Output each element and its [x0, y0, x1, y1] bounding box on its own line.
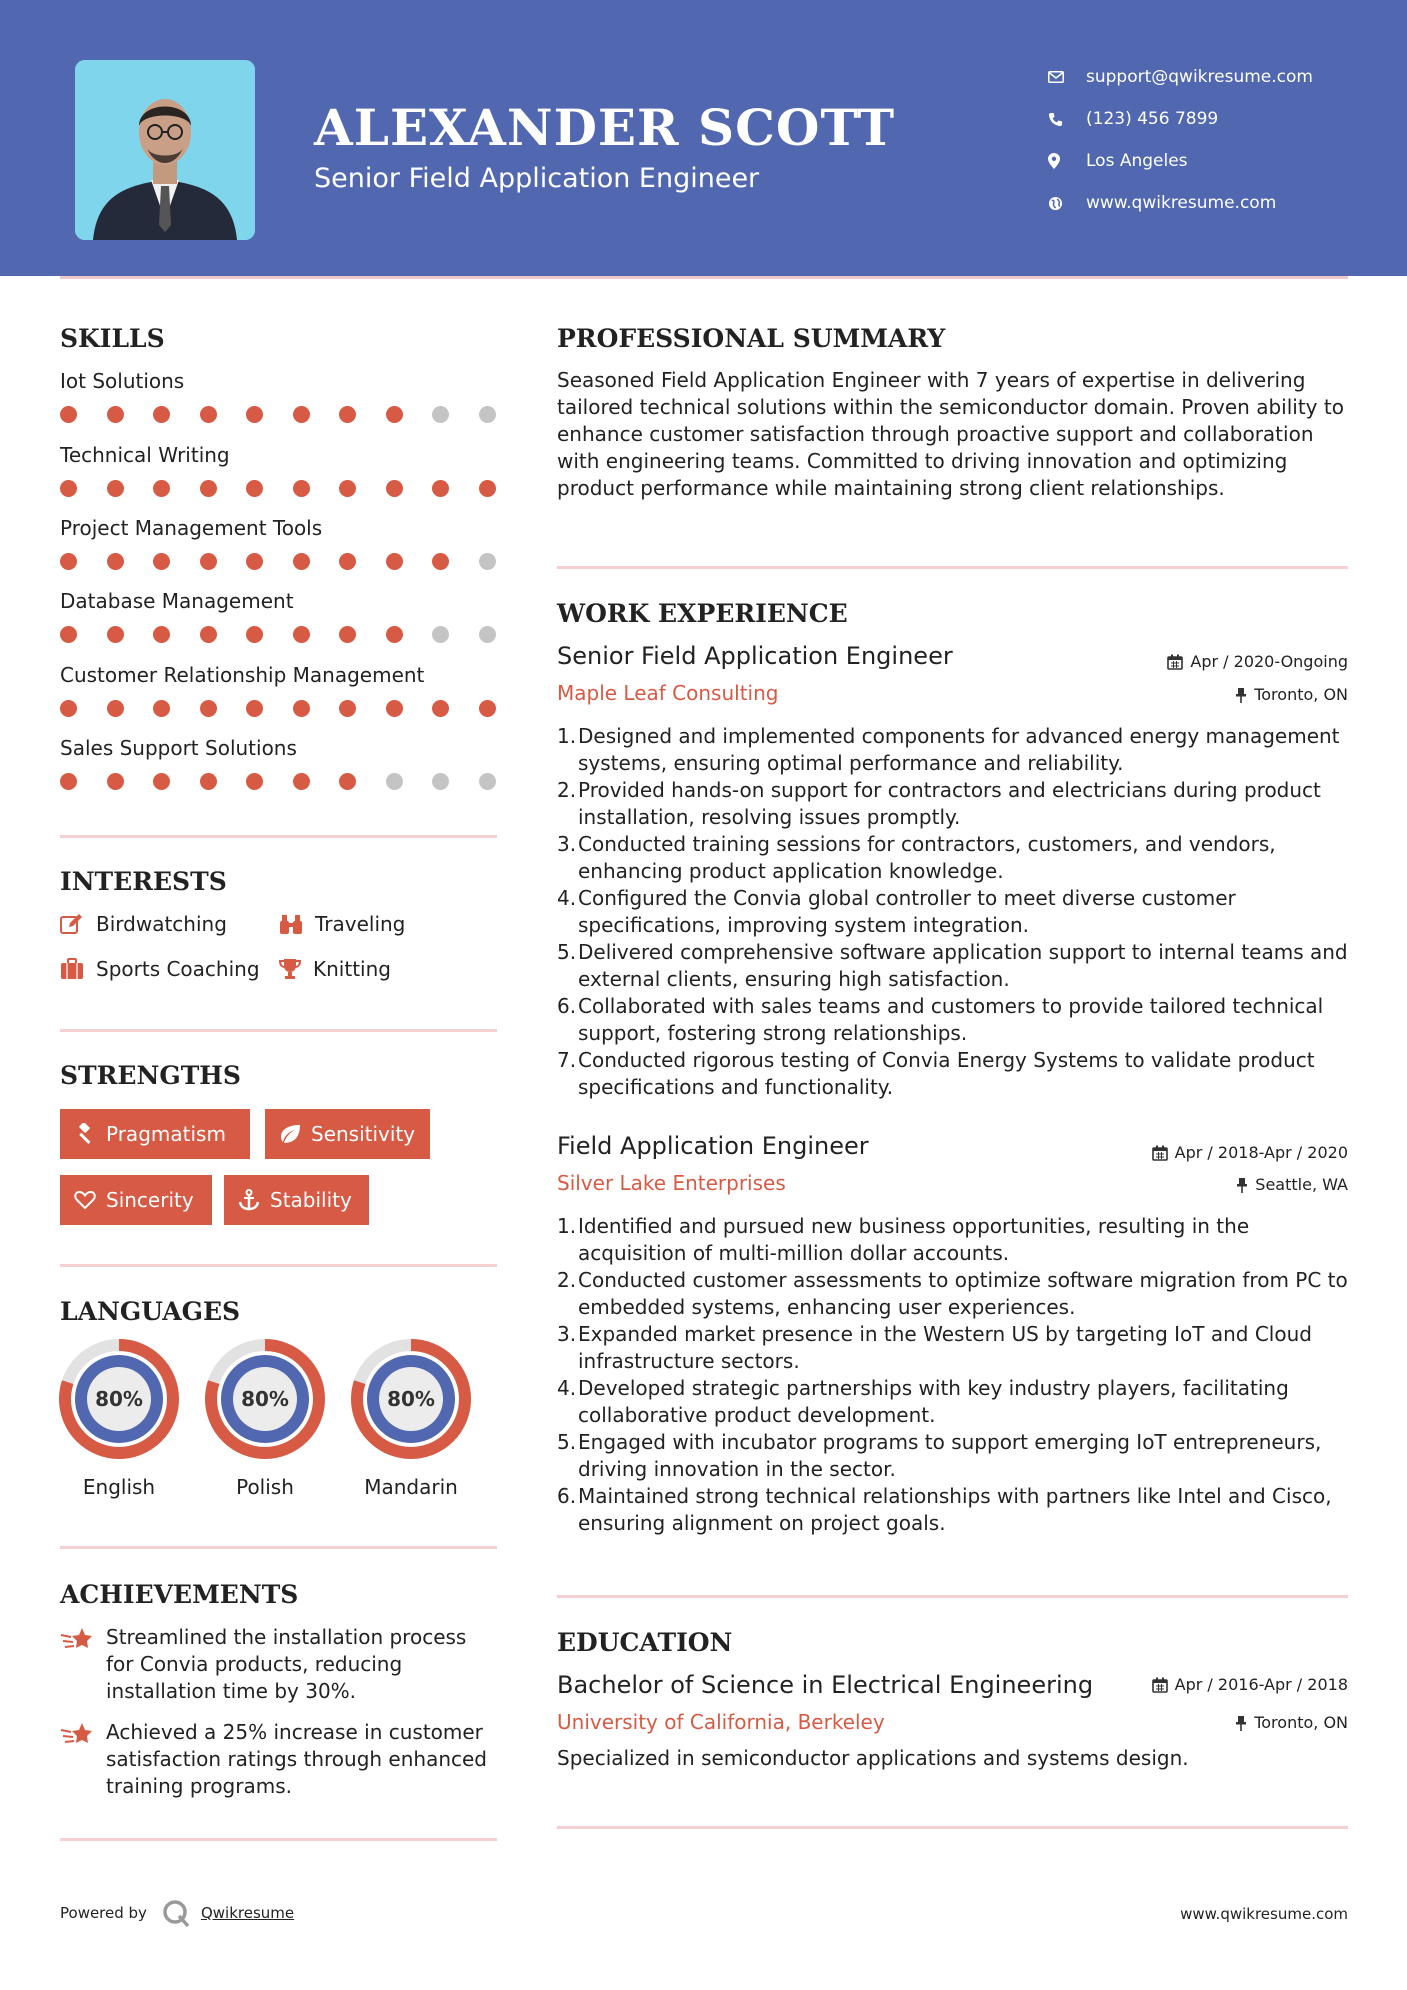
qwikresume-link[interactable]: Qwikresume	[200, 1904, 295, 1922]
language-label: Mandarin	[364, 1475, 458, 1499]
section-divider	[557, 566, 1348, 569]
footer-brand	[60, 1898, 294, 1928]
language-item	[59, 1339, 179, 1499]
summary-heading: PROFESSIONAL SUMMARY	[557, 324, 946, 353]
rating-dot-filled	[339, 700, 356, 717]
rating-dot-filled	[479, 700, 496, 717]
rating-dot-filled	[246, 480, 263, 497]
rating-dot-filled	[246, 406, 263, 423]
job-dates	[1167, 652, 1348, 671]
rating-dot-filled	[107, 773, 124, 790]
rating-dot-filled	[153, 773, 170, 790]
section-divider	[60, 1546, 497, 1549]
rating-dot-filled	[339, 626, 356, 643]
rating-dot-filled	[293, 480, 310, 497]
interest-label: Traveling	[315, 912, 406, 936]
bullet-text: Configured the Convia global controller to meet diverse customer specifications, improving system integration.	[578, 886, 1236, 937]
job-bullet	[557, 723, 1357, 777]
achievement-text: Achieved a 25% increase in customer satisfaction ratings through enhanced training programs.	[106, 1720, 488, 1798]
education-dates-text: Apr / 2016-Apr / 2018	[1174, 1675, 1348, 1694]
shooting-star-icon	[60, 1626, 94, 1652]
rating-dot-filled	[246, 700, 263, 717]
job-location	[1236, 1175, 1348, 1194]
candidate-title: Senior Field Application Engineer	[314, 163, 760, 194]
strength-label: Sensitivity	[311, 1122, 416, 1146]
section-divider	[60, 1029, 497, 1032]
strength-label: Stability	[270, 1188, 352, 1212]
rating-dot-filled	[153, 406, 170, 423]
section-divider	[60, 835, 497, 838]
map-pin-icon	[1048, 153, 1086, 169]
interest-label: Sports Coaching	[96, 957, 260, 981]
rating-dot-filled	[339, 406, 356, 423]
phone-icon	[1048, 112, 1086, 127]
rating-dot-filled	[60, 480, 77, 497]
company-name: Silver Lake Enterprises	[557, 1171, 786, 1195]
section-divider	[60, 1264, 497, 1267]
contact-email[interactable]	[1048, 56, 1313, 98]
skill-label: Technical Writing	[60, 443, 230, 467]
job-location-text: Seattle, WA	[1255, 1175, 1348, 1194]
job-location	[1235, 685, 1348, 704]
bullet-text: Maintained strong technical relationships with partners like Intel and Cisco, ensuring alignment on project goals.	[578, 1484, 1332, 1535]
rating-dot-filled	[246, 626, 263, 643]
rating-dot-filled	[107, 553, 124, 570]
bullet-number: 2.	[557, 1268, 577, 1292]
language-label: English	[82, 1475, 156, 1499]
leaf-icon	[279, 1124, 301, 1144]
language-ring	[351, 1339, 471, 1459]
skill-rating	[60, 700, 525, 717]
briefcase-icon	[60, 958, 84, 980]
bullet-text: Designed and implemented components for advanced energy management systems, ensuring optimal performance and reliability.	[578, 724, 1340, 775]
strength-badge	[60, 1175, 212, 1225]
skills-heading: SKILLS	[60, 324, 165, 353]
skill-label: Database Management	[60, 589, 294, 613]
powered-by-text: Powered by	[60, 1904, 147, 1922]
skill-label: Customer Relationship Management	[60, 663, 425, 687]
rating-dot-filled	[293, 553, 310, 570]
job-bullet	[557, 885, 1357, 939]
rating-dot-filled	[200, 700, 217, 717]
achievements-heading: ACHIEVEMENTS	[60, 1580, 299, 1609]
bullet-number: 4.	[557, 1376, 577, 1400]
person-portrait-icon	[75, 60, 255, 240]
rating-dot-filled	[386, 406, 403, 423]
rating-dot-filled	[153, 626, 170, 643]
achievement-text: Streamlined the installation process for Convia products, reducing installation time by 30%.	[106, 1625, 467, 1703]
job-bullet	[557, 1321, 1357, 1375]
calendar-icon	[1152, 1677, 1168, 1693]
skill-rating	[60, 406, 525, 423]
rating-dot-filled	[200, 626, 217, 643]
pushpin-icon	[1235, 1715, 1247, 1731]
rating-dot-empty	[479, 406, 496, 423]
rating-dot-filled	[339, 553, 356, 570]
rating-dot-filled	[432, 700, 449, 717]
contact-list	[1048, 56, 1313, 224]
globe-icon	[1048, 196, 1086, 211]
strengths-heading: STRENGTHS	[60, 1061, 241, 1090]
contact-website[interactable]	[1048, 182, 1313, 224]
strength-label: Sincerity	[106, 1188, 194, 1212]
rating-dot-filled	[479, 480, 496, 497]
rating-dot-filled	[60, 700, 77, 717]
job-dates-text: Apr / 2018-Apr / 2020	[1174, 1143, 1348, 1162]
footer-website[interactable]: www.qwikresume.com	[1180, 1905, 1348, 1923]
rating-dot-filled	[60, 406, 77, 423]
bullet-number: 6.	[557, 994, 577, 1018]
calendar-icon	[1167, 654, 1183, 670]
rating-dot-filled	[107, 700, 124, 717]
job-bullet	[557, 939, 1357, 993]
heart-icon	[74, 1190, 96, 1210]
rating-dot-filled	[386, 553, 403, 570]
rating-dot-filled	[386, 626, 403, 643]
bullet-number: 2.	[557, 778, 577, 802]
job-bullet	[557, 1429, 1357, 1483]
bullet-text: Expanded market presence in the Western US by targeting IoT and Cloud infrastructure sectors.	[578, 1322, 1312, 1373]
rating-dot-empty	[479, 626, 496, 643]
contact-phone-text: (123) 456 7899	[1086, 109, 1219, 129]
bullet-text: Identified and pursued new business opportunities, resulting in the acquisition of multi-million dollar accounts.	[578, 1214, 1250, 1265]
pushpin-icon	[1236, 1177, 1248, 1193]
skill-rating	[60, 553, 525, 570]
language-ring	[59, 1339, 179, 1459]
candidate-name: ALEXANDER SCOTT	[314, 98, 896, 157]
rating-dot-filled	[200, 480, 217, 497]
bullet-number: 4.	[557, 886, 577, 910]
language-item	[351, 1339, 471, 1499]
contact-email-text: support@qwikresume.com	[1086, 67, 1313, 87]
rating-dot-filled	[246, 553, 263, 570]
rating-dot-filled	[60, 553, 77, 570]
bullet-number: 3.	[557, 832, 577, 856]
anchor-icon	[238, 1189, 260, 1211]
contact-website-text: www.qwikresume.com	[1086, 193, 1277, 213]
job-bullet	[557, 1047, 1357, 1101]
interest-label: Knitting	[313, 957, 391, 981]
bullet-number: 1.	[557, 1214, 577, 1238]
bullet-text: Developed strategic partnerships with key industry players, facilitating collaborative product development.	[578, 1376, 1289, 1427]
skill-rating	[60, 480, 525, 497]
interest-label: Birdwatching	[96, 912, 227, 936]
rating-dot-filled	[246, 773, 263, 790]
strength-badge	[224, 1175, 369, 1225]
job-bullet	[557, 993, 1357, 1047]
profile-photo	[75, 60, 255, 240]
rating-dot-filled	[153, 480, 170, 497]
interests-heading: INTERESTS	[60, 867, 227, 896]
rating-dot-filled	[107, 480, 124, 497]
rating-dot-filled	[386, 700, 403, 717]
job-bullet	[557, 1483, 1357, 1537]
strength-label: Pragmatism	[106, 1122, 226, 1146]
contact-location-text: Los Angeles	[1086, 151, 1188, 171]
experience-heading: WORK EXPERIENCE	[557, 599, 848, 628]
bullet-text: Delivered comprehensive software application support to internal teams and external clients, ensuring high satisfaction.	[578, 940, 1348, 991]
envelope-icon	[1048, 71, 1086, 83]
bullet-text: Provided hands-on support for contractors and electricians during product installation, resolving issues promptly.	[578, 778, 1321, 829]
rating-dot-empty	[432, 773, 449, 790]
rating-dot-filled	[200, 773, 217, 790]
bullet-number: 6.	[557, 1484, 577, 1508]
education-dates	[1152, 1675, 1348, 1694]
bullet-number: 7.	[557, 1048, 577, 1072]
strength-badge	[265, 1109, 430, 1159]
job-dates	[1152, 1143, 1348, 1162]
job-title: Field Application Engineer	[557, 1132, 869, 1160]
rating-dot-filled	[200, 553, 217, 570]
rating-dot-filled	[153, 700, 170, 717]
bullet-number: 1.	[557, 724, 577, 748]
job-bullet	[557, 831, 1357, 885]
trophy-icon	[279, 958, 301, 980]
binoculars-icon	[279, 913, 303, 935]
section-divider	[60, 1838, 497, 1841]
rating-dot-filled	[60, 773, 77, 790]
education-heading: EDUCATION	[557, 1628, 733, 1657]
languages-heading: LANGUAGES	[60, 1297, 241, 1326]
bullet-number: 5.	[557, 940, 577, 964]
skill-rating	[60, 626, 525, 643]
job-bullet	[557, 1267, 1357, 1321]
rating-dot-filled	[293, 700, 310, 717]
language-percent: 80%	[387, 1387, 435, 1411]
interest-item	[279, 912, 405, 936]
interest-item	[60, 912, 227, 936]
contact-phone[interactable]	[1048, 98, 1313, 140]
bullet-text: Engaged with incubator programs to support emerging IoT entrepreneurs, driving innovation in the sector.	[578, 1430, 1322, 1481]
language-percent: 80%	[95, 1387, 143, 1411]
rating-dot-filled	[432, 553, 449, 570]
rating-dot-filled	[293, 773, 310, 790]
rating-dot-filled	[293, 406, 310, 423]
education-location-text: Toronto, ON	[1254, 1713, 1348, 1732]
rating-dot-filled	[432, 480, 449, 497]
bullet-text: Conducted training sessions for contractors, customers, and vendors, enhancing product application knowledge.	[578, 832, 1276, 883]
job-bullet	[557, 1213, 1357, 1267]
job-bullets	[557, 723, 1357, 1101]
rating-dot-filled	[107, 406, 124, 423]
job-bullet	[557, 1375, 1357, 1429]
strength-badge	[60, 1109, 250, 1159]
rating-dot-filled	[107, 626, 124, 643]
language-ring	[205, 1339, 325, 1459]
job-bullet	[557, 777, 1357, 831]
section-divider	[557, 1826, 1348, 1829]
rating-dot-filled	[200, 406, 217, 423]
interest-item	[60, 957, 260, 981]
skill-label: Project Management Tools	[60, 516, 323, 540]
rating-dot-empty	[479, 553, 496, 570]
rating-dot-filled	[339, 480, 356, 497]
skill-label: Sales Support Solutions	[60, 736, 297, 760]
rating-dot-filled	[60, 626, 77, 643]
pencil-square-icon	[60, 913, 84, 935]
pushpin-icon	[1235, 687, 1247, 703]
language-item	[205, 1339, 325, 1499]
interest-item	[279, 957, 391, 981]
bullet-text: Conducted customer assessments to optimize software migration from PC to embedded systems, enhancing user experiences.	[578, 1268, 1348, 1319]
rating-dot-empty	[432, 626, 449, 643]
header-divider	[60, 276, 1348, 279]
rating-dot-empty	[479, 773, 496, 790]
contact-location	[1048, 140, 1313, 182]
summary-text: Seasoned Field Application Engineer with 7 years of expertise in delivering tailored technical solutions within the semiconductor domain. Proven ability to enhance customer satisfaction through proactive support and collaboration with engineering teams. Committed to driving innovation and optimizing product performance while maintaining strong client relationships.	[557, 368, 1344, 500]
resume-header	[0, 0, 1407, 276]
calendar-icon	[1152, 1145, 1168, 1161]
bullet-text: Collaborated with sales teams and customers to provide tailored technical support, fostering strong relationships.	[578, 994, 1324, 1045]
bullet-number: 5.	[557, 1430, 577, 1454]
qwikresume-logo-icon	[161, 1898, 191, 1928]
achievement-item	[60, 1719, 500, 1800]
job-location-text: Toronto, ON	[1254, 685, 1348, 704]
bullet-number: 3.	[557, 1322, 577, 1346]
skill-label: Iot Solutions	[60, 369, 185, 393]
rating-dot-filled	[386, 480, 403, 497]
job-title: Senior Field Application Engineer	[557, 642, 953, 670]
achievement-item	[60, 1624, 500, 1705]
company-name: Maple Leaf Consulting	[557, 681, 779, 705]
rating-dot-empty	[386, 773, 403, 790]
education-description: Specialized in semiconductor applications and systems design.	[557, 1746, 1189, 1770]
education-location	[1235, 1713, 1348, 1732]
rating-dot-filled	[293, 626, 310, 643]
bullet-text: Conducted rigorous testing of Convia Energy Systems to validate product specifications and functionality.	[578, 1048, 1315, 1099]
skill-rating	[60, 773, 525, 790]
language-label: Polish	[236, 1475, 294, 1499]
rating-dot-filled	[153, 553, 170, 570]
gavel-icon	[74, 1123, 96, 1145]
job-dates-text: Apr / 2020-Ongoing	[1190, 652, 1348, 671]
job-bullets	[557, 1213, 1357, 1537]
school-name: University of California, Berkeley	[557, 1710, 885, 1734]
rating-dot-filled	[339, 773, 356, 790]
degree-title: Bachelor of Science in Electrical Engineering	[557, 1671, 1094, 1699]
rating-dot-empty	[432, 406, 449, 423]
shooting-star-icon	[60, 1721, 94, 1747]
section-divider	[557, 1595, 1348, 1598]
language-percent: 80%	[241, 1387, 289, 1411]
